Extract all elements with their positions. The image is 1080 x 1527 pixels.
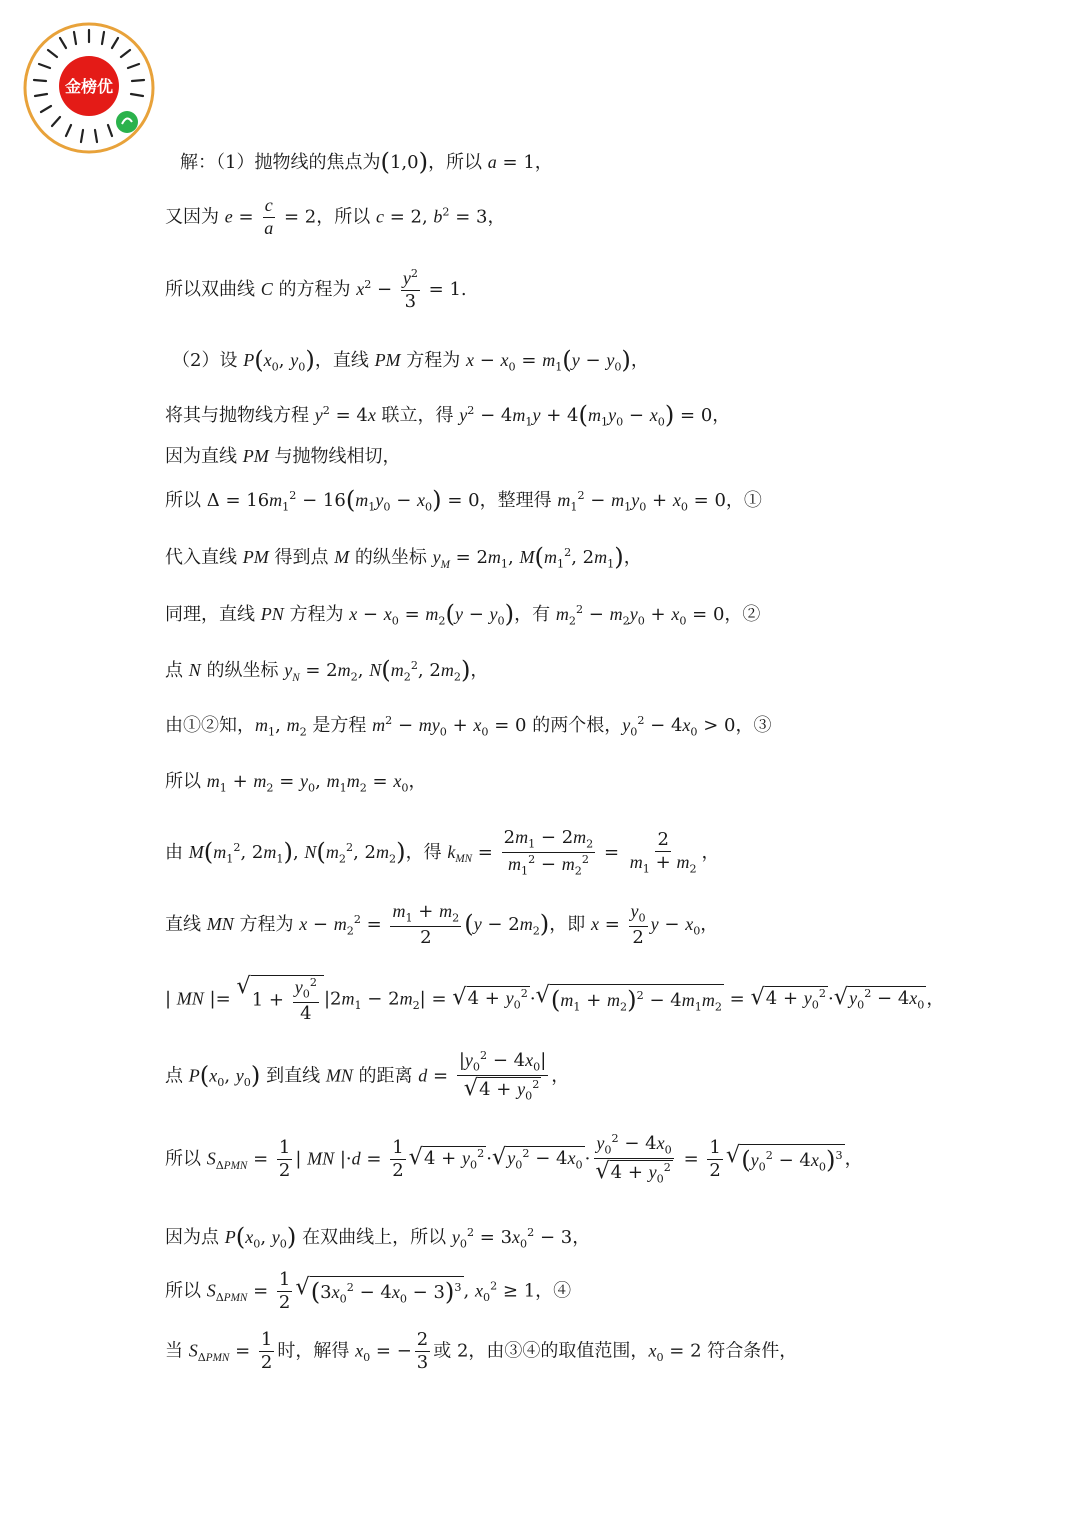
solution-line-6: 因为直线 PM 与抛物线相切， <box>165 446 401 467</box>
solution-line-2: 又因为 e = $\frac{c}{a}$ = 2，所以 c = 2, $b^2 = 3$， <box>165 195 506 238</box>
solution-line-13: 由 $M(m_1^2$, $2m_1$), $N(m_2^2$, $2m_2$)，得 $k_{MN}$ = $\frac{2m_1 - 2m_2}{m_1^2 - m_2^2}$ = $\frac{2}{m_1 + m_2}$ ， <box>165 827 720 878</box>
solution-line-7: 所以 $\Delta = 16m_1^2 - 16(m_1y_0 - x_0) = 0$，整理得 $m_1^2 - m_1y_0 + x_0 = 0$，① <box>165 485 762 514</box>
solution-line-8: 代入直线 PM 得到点 M 的纵坐标 $y_M = 2m_1$, $M(m_1^2$, $2m_1$)， <box>165 542 642 571</box>
solution-line-18: 因为点 $P(x_0$, $y_0$) 在双曲线上，所以 $y_0^2 = 3x_0^2 - 3$， <box>165 1222 591 1251</box>
solution-line-12: 所以 $m_1 + m_2 = y_0$, $m_1m_2 = x_0$， <box>165 771 427 795</box>
solution-line-5: 将其与抛物线方程 $y^2 = 4x$ 联立，得 $y^2 - 4m_1y + 4(m_1y_0 - x_0) = 0$， <box>165 400 731 429</box>
solution-line-16: 点 $P(x_0$, $y_0$) 到直线 MN 的距离 d = $|y_0^2 - 4x_0|$ √ $4 + y_0^2$ ， <box>165 1049 570 1103</box>
solution-line-11: 由①②知，$m_1$, $m_2$ 是方程 $m^2 - my_0 + x_0 = 0$ 的两个根，$y_0^2 - 4x_0 > 0$，③ <box>165 714 772 739</box>
brand-logo <box>14 6 164 156</box>
solution-line-15: | MN |= √ 1 + $\frac{y_0^2}{4}$ $|2m_1 - 2m_2|$ = √ $4 + y_0^2$ · √ $(m_1 + m_2)^2 - 4m_1m_2$ = √ $4 + y_0^2$ · √ $y_0^2 - 4x_0$ ， <box>165 973 945 1024</box>
qr-code-icon <box>14 6 164 156</box>
solution-line-4: （2）设 $P(x_0$, $y_0$)，直线 PM 方程为 $x - x_0 = m_1(y - y_0)$， <box>172 345 649 374</box>
solution-line-1: 解：（1）抛物线的焦点为(1,0)，所以 a = 1， <box>180 147 553 176</box>
solution-line-3: 所以双曲线 C 的方程为 $x^2$ − $\frac{y^2}{3}$ = 1. <box>165 267 467 312</box>
solution-line-9: 同理，直线 PN 方程为 $x - x_0 = m_2(y - y_0)$，有 $m_2^2 - m_2y_0 + x_0 = 0$，② <box>165 599 761 628</box>
solution-line-20: 当 $S_{\Delta PMN}$ = $\frac{1}{2}$ 时，解得 $x_0$ = − $\frac{2}{3}$ 或 2，由③④的取值范围，$x_0 = 2$ 符合条件， <box>165 1329 798 1373</box>
brand-name: 金榜优 <box>64 77 114 96</box>
solution-line-14: 直线 MN 方程为 $x - m_2^2$ = $\frac{m_1 + m_2}{2}$ $(y - 2m_2)$，即 x = $\frac{y_0}{2}$ $y - x_0$， <box>165 901 719 948</box>
solution-line-17: 所以 $S_{\Delta PMN}$ = $\frac{1}{2}$ | MN |·d = $\frac{1}{2}$ √ $4 + y_0^2$ · √ $y_0^2 - 4x_0$ · $y_0^2 - 4x_0$ √ $4 + y_0^2$ = $\frac{1}{2}$ √ $(y_0^2 - 4x_0)^3$ ， <box>165 1132 863 1186</box>
solution-line-19: 所以 $S_{\Delta PMN}$ = $\frac{1}{2}$ √ $(3x_0^2 - 4x_0 - 3)^3$ , $x_0^2 \ge 1$，④ <box>165 1269 572 1313</box>
solution-line-10: 点 N 的纵坐标 $y_N = 2m_2$, $N(m_2^2$, $2m_2$)， <box>165 655 489 684</box>
